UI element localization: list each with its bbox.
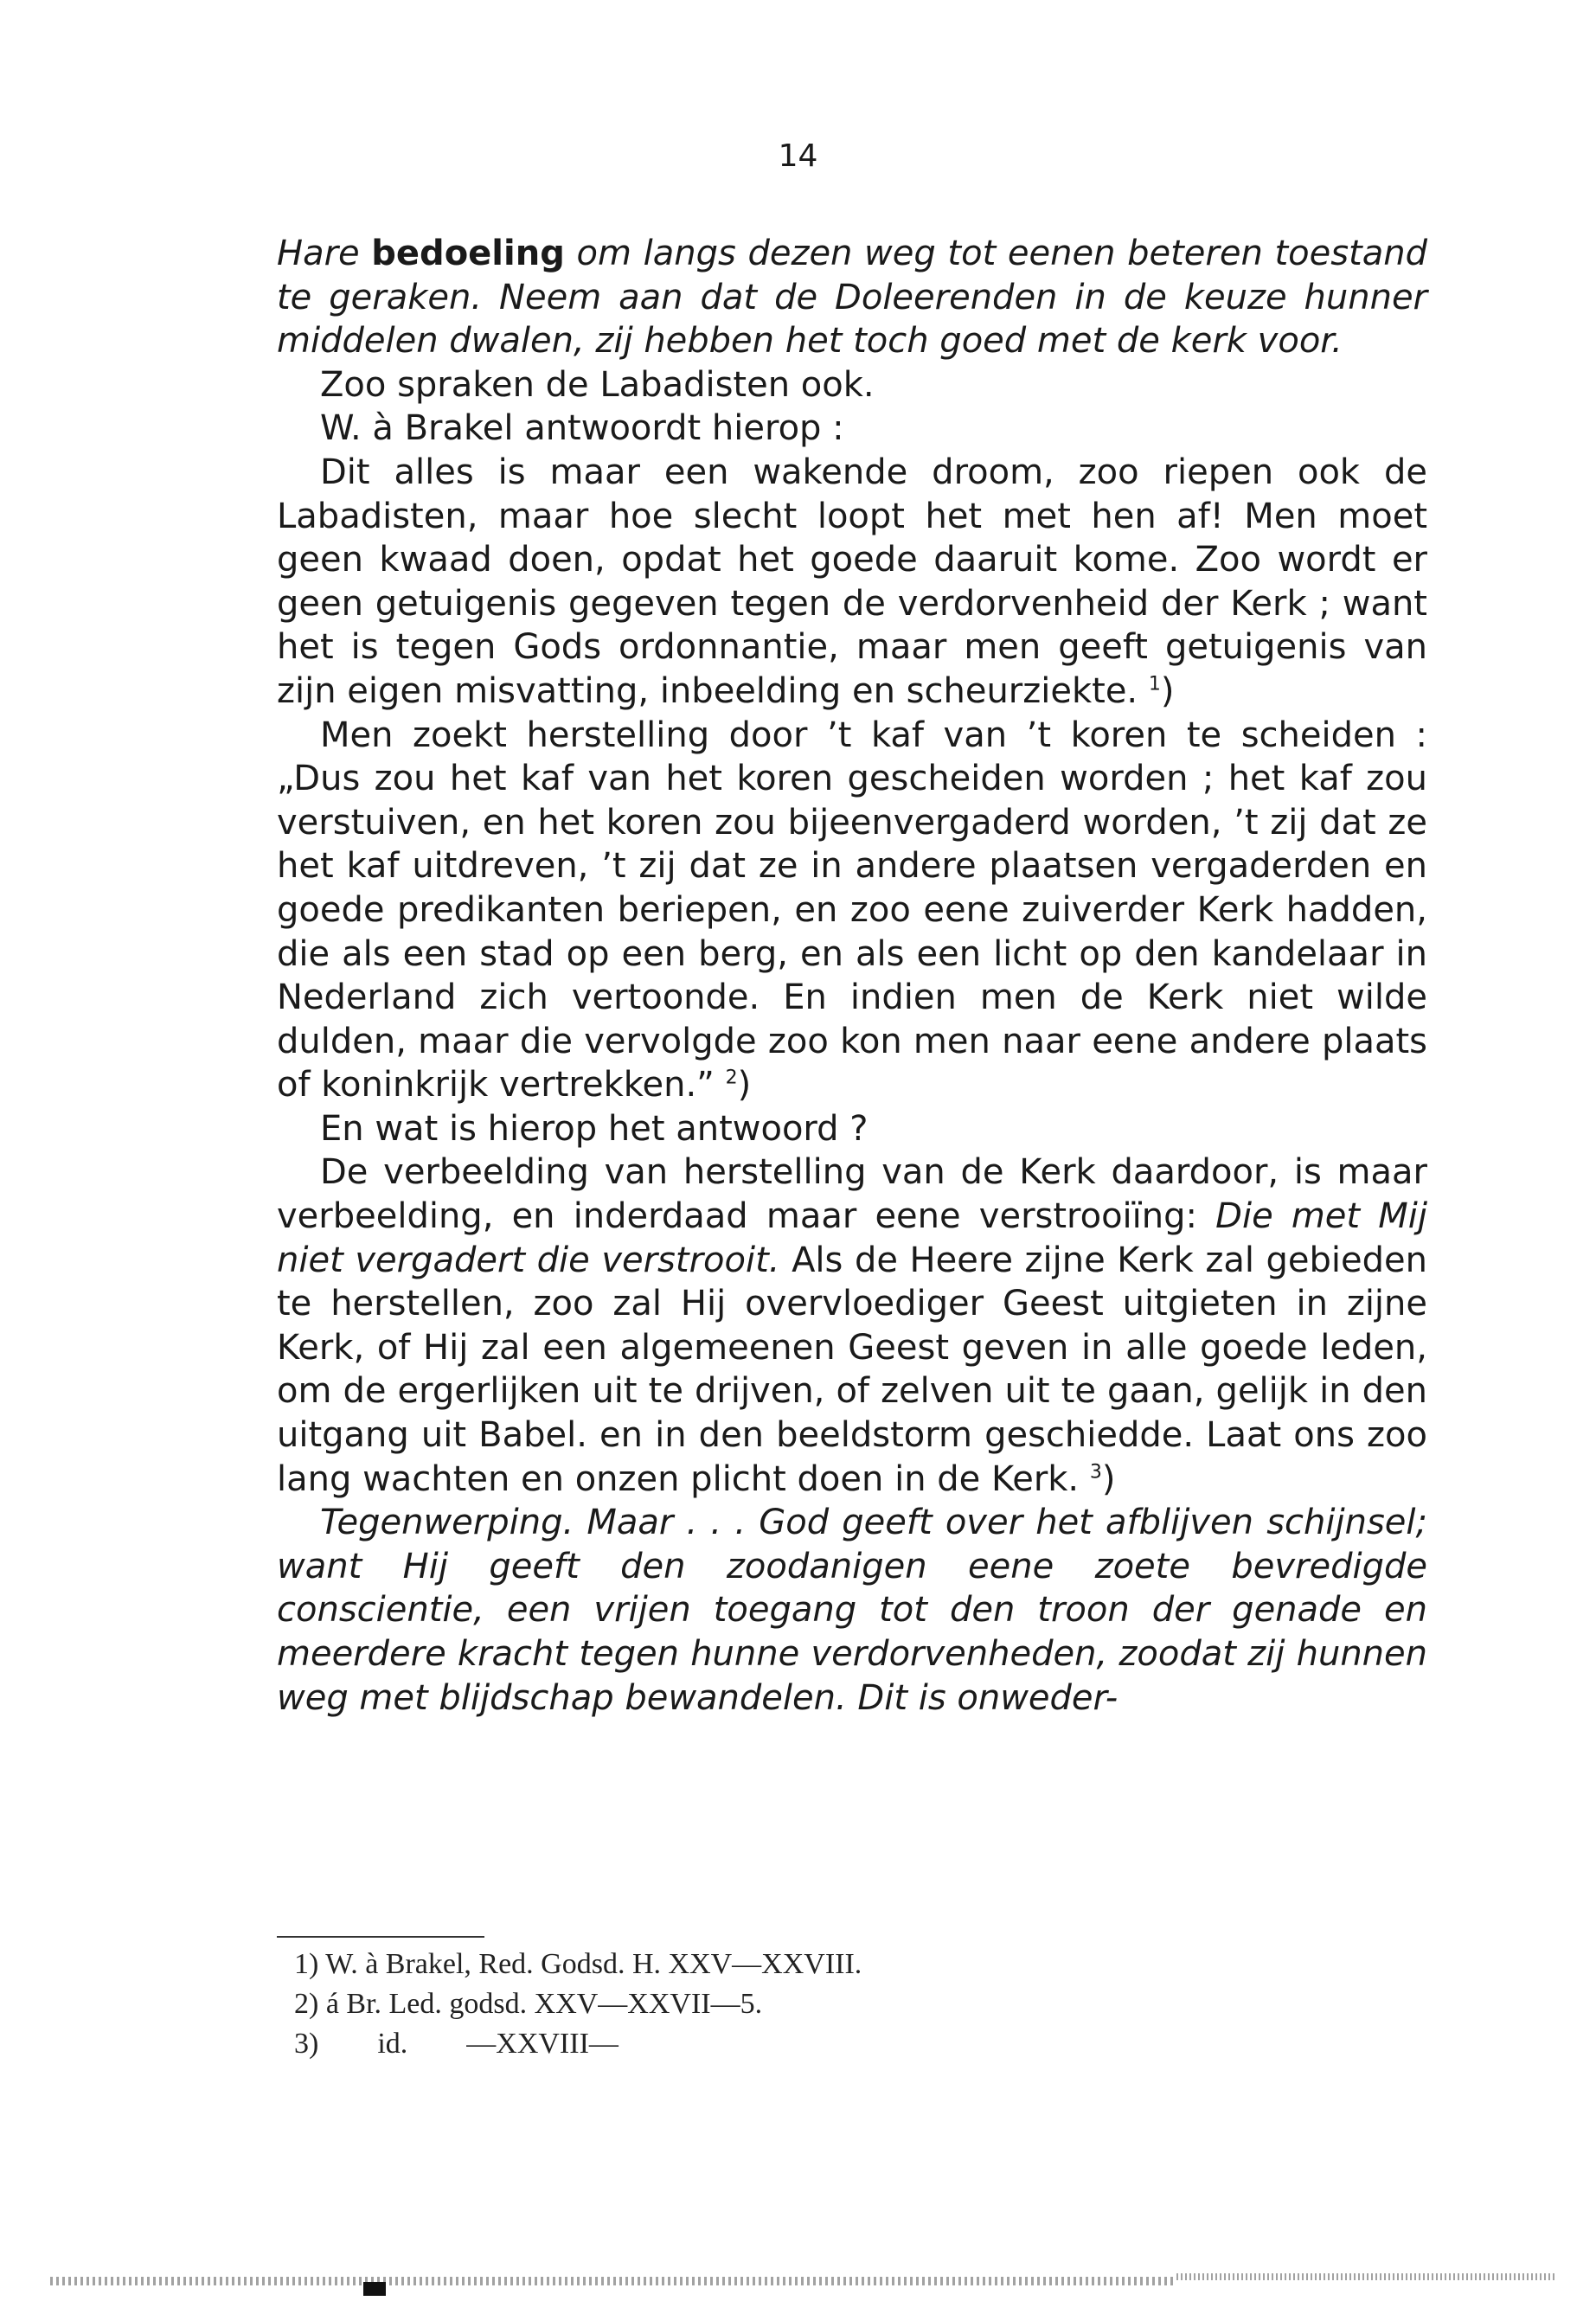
paragraph-3: W. à Brakel antwoordt hierop : [320,408,844,449]
footnote-ref-1: 1 [1148,673,1161,695]
footnote-ref-2: 2 [725,1067,738,1089]
footnote-3 [294,2024,862,2064]
page-number: 14 [778,138,818,174]
scan-edge-noise [50,2277,1175,2285]
p1-intro: Hare [277,234,372,273]
footnote-mark: 3) [294,2028,319,2060]
p1-rest: om langs dezen weg tot eenen beteren toestand te geraken. Neem aan dat de Doleerenden in de keuze hunner middelen dwalen, zij hebben het toch goed met de kerk voor. [277,234,1427,362]
footnotes [294,1945,862,2064]
paragraph-8 [277,1501,1427,1720]
p1-bold-word: bedoeling [371,234,565,273]
footnote-text: W. à Brakel, Red. Godsd. H. XXV—XXVIII. [325,1948,862,1980]
p5-text: Men zoekt herstelling door ’t kaf van ’t koren te scheiden : „Dus zou het kaf van het koren gescheiden worden ; het kaf zou verstuiven, en het koren zou bijeenvergaderd worden, ’t zij dat ze het kaf uitdreven, ’t zij dat ze in andere plaatsen vergaderden en goede predikanten beriepen, en zoo eene zuiverder Kerk hadden, die als een stad op een berg, en als een licht op den kandelaar in Nederland zich vertoonde. En indien men de Kerk niet wilde dulden, maar die vervolgde zoo kon men naar eene andere plaats of koninkrijk vertrekken.” [277,715,1427,1106]
scan-edge-noise [1176,2273,1557,2280]
footnote-divider [277,1936,484,1938]
footnote-ref-3: 3 [1089,1461,1102,1484]
paragraph-7: De verbeelding van herstelling van de Kerk daardoor, is maar verbeelding, en inderdaad maar eene verstrooiïng: Die met Mij niet vergadert die verstrooit. Als de Heere zijne Kerk zal gebieden te herstellen, zoo zal Hij overvloediger Geest uitgieten in zijne Kerk, of Hij zal een algemeenen Geest geven in alle goede leden, om de ergerlijken uit te drijven, of zelven uit te gaan, gelijk in den uitgang uit Babel. en in den beeldstorm geschiedde. Laat ons zoo lang wachten en onzen plicht doen in de Kerk. $^3$) [277,1152,1427,1499]
p7-rest: Als de Heere zijne Kerk zal gebieden te herstellen, zoo zal Hij overvloediger Geest uitgieten in zijne Kerk, of Hij zal een algemeenen Geest geven in alle goede leden, om de ergerlijken uit te drijven, of zelven uit te gaan, gelijk in den uitgang uit Babel. en in den beeldstorm geschiedde. Laat ons zoo lang wachten en onzen plicht doen in de Kerk. [277,1240,1427,1499]
paragraph-2: Zoo spraken de Labadisten ook. [320,364,875,405]
p7-intro: De verbeelding van herstelling van de Kerk daardoor, is maar verbeelding, en inderdaad maar eene verstrooiïng: [277,1152,1427,1237]
p7-quote: Die met Mij niet vergadert die verstrooit. [277,1196,1427,1280]
p4-text: Dit alles is maar een wakende droom, zoo riepen ook de Labadisten, maar hoe slecht loopt het met hen af! Men moet geen kwaad doen, opdat het goede daaruit kome. Zoo wordt er geen getuigenis gegeven tegen de verdorvenheid der Kerk ; want het is tegen Gods ordonnantie, maar men geeft getuigenis van zijn eigen misvatting, inbeelding en scheurziekte. [277,452,1427,711]
paragraph-4: Dit alles is maar een wakende droom, zoo riepen ook de Labadisten, maar hoe slecht loopt het met hen af! Men moet geen kwaad doen, opdat het goede daaruit kome. Zoo wordt er geen getuigenis gegeven tegen de verdorvenheid der Kerk ; want het is tegen Gods ordonnantie, maar men geeft getuigenis van zijn eigen misvatting, inbeelding en scheurziekte. $^1$) [277,452,1427,711]
footnote-text: á Br. Led. godsd. XXV—XXVII—5. [325,1988,763,2020]
p8-text: Tegenwerping. Maar . . . God geeft over het afblijven schijnsel; want Hij geeft den zoodanigen eene zoete bevredigde conscientie, een vrijen toegang tot den troon der genade en meerdere kracht tegen hunne verdorvenheden, zoodat zij hunnen weg met blijdschap bewandelen. Dit is onweder- [277,1503,1427,1718]
footnote-1 [294,1945,862,1984]
footnote-mark: 1) [294,1948,319,1980]
scan-edge-mark [363,2282,386,2296]
footnote-mark: 2) [294,1988,319,2020]
paragraph-1 [277,232,1427,363]
paragraph-6: En wat is hierop het antwoord ? [320,1108,869,1149]
body-text [277,232,1427,1720]
footnote-text: id. —XXVIII— [325,2028,619,2060]
footnote-2 [294,1984,862,2024]
paragraph-5: Men zoekt herstelling door ’t kaf van ’t koren te scheiden : „Dus zou het kaf van het koren gescheiden worden ; het kaf zou verstuiven, en het koren zou bijeenvergaderd worden, ’t zij dat ze het kaf uitdreven, ’t zij dat ze in andere plaatsen vergaderden en goede predikanten beriepen, en zoo eene zuiverder Kerk hadden, die als een stad op een berg, en als een licht op den kandelaar in Nederland zich vertoonde. En indien men de Kerk niet wilde dulden, maar die vervolgde zoo kon men naar eene andere plaats of koninkrijk vertrekken.” $^2$) [277,715,1427,1106]
